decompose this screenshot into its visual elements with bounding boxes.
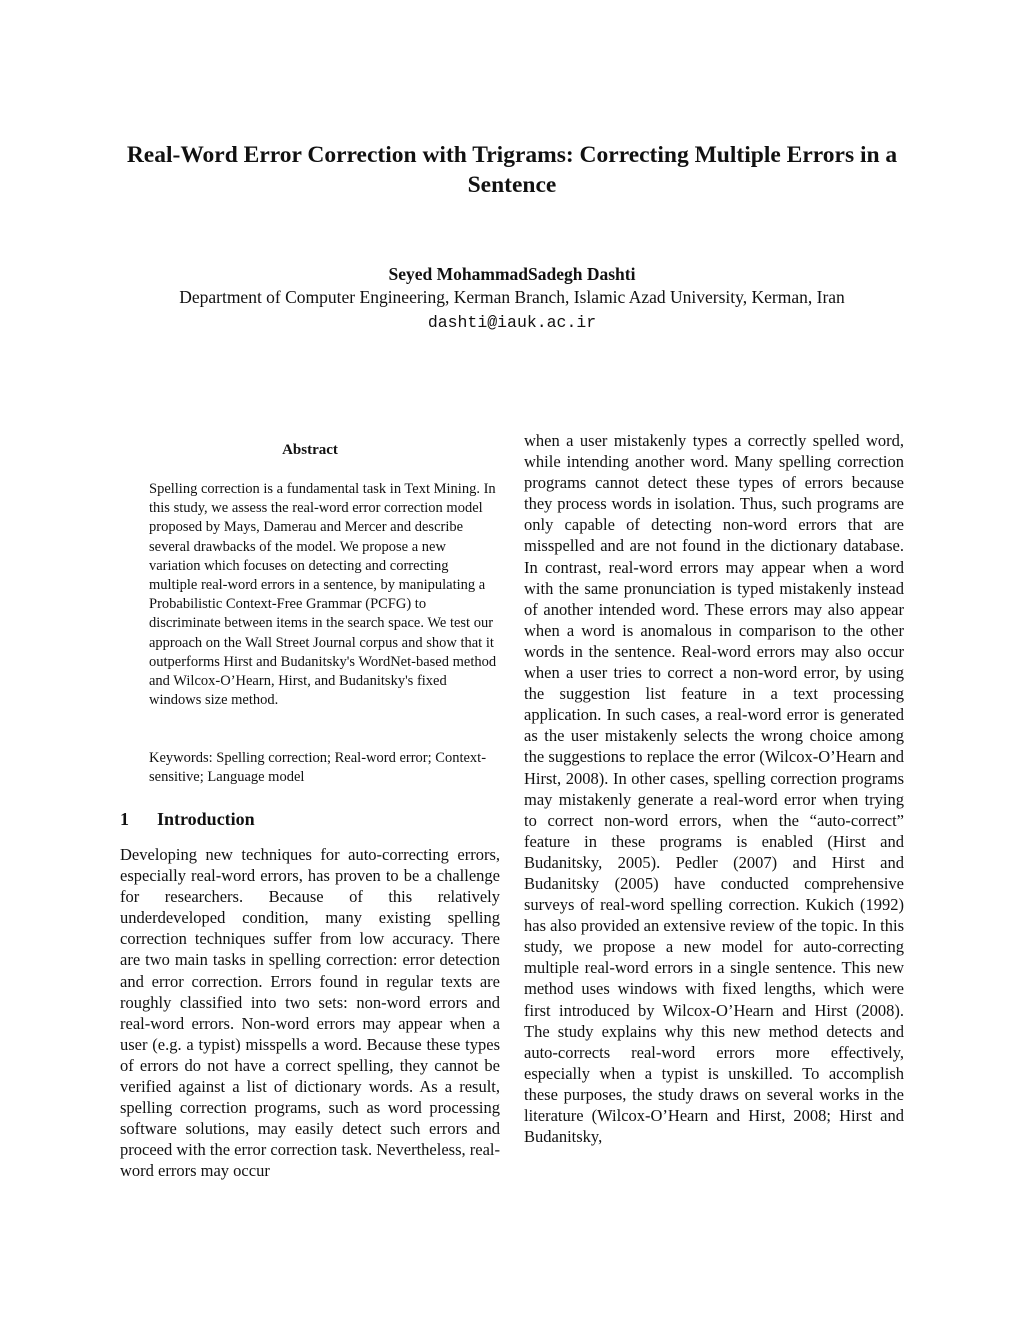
section-heading-introduction [120,808,500,830]
keywords: Keywords: Spelling correction; Real-word error; Context-sensitive; Language model [149,750,487,786]
body-text-left-column: Developing new techniques for auto-correcting errors, especially real-word errors, has proven to be a challenge for researchers. Because of this relatively underdeveloped condition, many existing spelling correction techniques suffer from low accuracy. There are two main tasks in spelling correction: error detection and error correction. Errors found in regular texts are roughly classified into two sets: non-word errors and real-word errors. Non-word errors may appear when a user (e.g. a typist) misspells a word. Because these types of errors do not have a correct spelling, they cannot be verified against a list of dictionary words. As a result, spelling correction programs, such as word processing software solutions, may easily detect such errors and proceed with the error correction task. Nevertheless, real-word errors may occur [120,845,500,1181]
paper-title: Real-Word Error Correction with Trigrams: Correcting Multiple Errors in a Sentence [126,142,898,198]
body-text-right-column: when a user mistakenly types a correctly spelled word, while intending another word. Many spelling correction programs cannot detect these types of errors because they process words in isolation. Thus, such programs are only capable of detecting non-word errors that are misspelled and are not found in the dictionary database. In contrast, real-word errors may appear when a word with the same pronunciation is typed mistakenly instead of another intended word. These errors may also appear when a word is anomalous in comparison to the other words in the sentence. Real-word errors may also occur when a user tries to correct a non-word error, by using the suggestion list feature in a text processing application. In such cases, a real-word error is generated as the user mistakenly selects the wrong choice among the suggestions to replace the error (Wilcox-O’Hearn and Hirst, 2008). In other cases, spelling correction programs may mistakenly generate a real-word error when trying to correct non-word errors, when the “auto-correct” feature in these programs is enabled (Hirst and Budanitsky, 2005). Pedler (2007) and Hirst and Budanitsky (2005) have conducted comprehensive surveys of real-word spelling correction. Kukich (1992) has also provided an extensive review of the topic. In this study, we propose a new model for auto-correcting multiple real-word errors in a single sentence. This new method uses windows with fixed lengths, which were first introduced by Wilcox-O’Hearn and Hirst (2008). The study explains why this new method detects and auto-corrects real-word errors more effectively, especially when a typist is unskilled. To accomplish these purposes, the study draws on several works in the literature (Wilcox-O’Hearn and Hirst, 2008; Hirst and Budanitsky, [524,431,904,1147]
section-title: Introduction [157,809,255,829]
abstract-heading: Abstract [282,442,338,458]
author-name: Seyed MohammadSadegh Dashti [388,264,636,284]
abstract-text: Spelling correction is a fundamental task in Text Mining. In this study, we assess the real-word error correction model proposed by Mays, Damerau and Mercer and describe several drawbacks of the model. We propose a new variation which focuses on detecting and correcting multiple real-word errors in a sentence, by manipulating a Probabilistic Context-Free Grammar (PCFG) to discriminate between items in the search space. We test our approach on the Wall Street Journal corpus and show that it outperforms Hirst and Budanitsky's WordNet-based method and Wilcox-O’Hearn, Hirst, and Budanitsky's fixed windows size method. [149,481,497,709]
author-email: dashti@iauk.ac.ir [427,313,597,332]
section-number: 1 [120,809,129,829]
author-affiliation: Department of Computer Engineering, Kerman Branch, Islamic Azad University, Kerman, Iran [179,287,845,307]
